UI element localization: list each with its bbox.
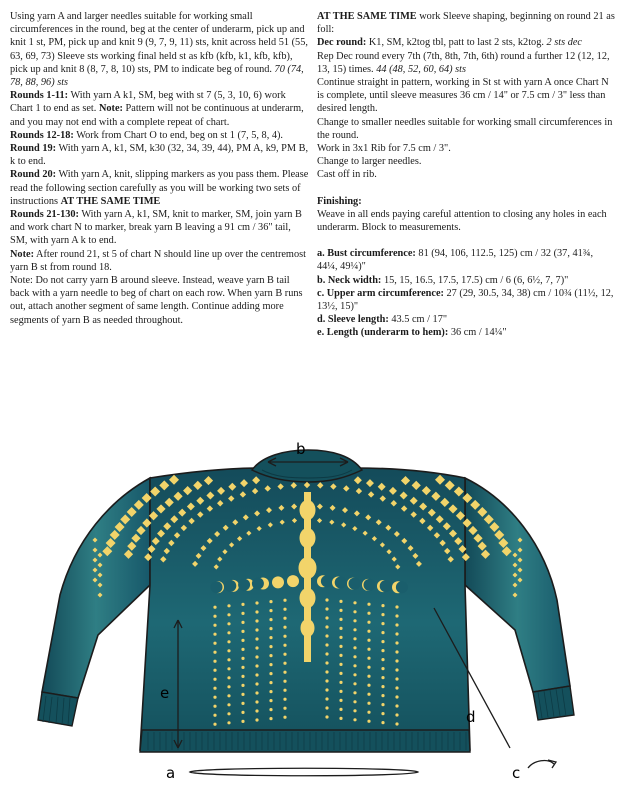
finishing-heading: Finishing: [317,195,362,207]
dot-motif [241,675,244,678]
dot-motif [381,640,384,643]
dot-motif [381,703,384,706]
dot-motif [255,700,258,703]
dot-motif [339,690,342,693]
rounds-21-130: Rounds 21-130: With yarn A, k1, SM, knit to marker, SM, join yarn B and work chart N to marker, break yarn B leaving a 91 cm / 36" tail, SM, with yarn A k to end. [10,209,302,247]
dot-motif [269,618,272,621]
intro-stitch-count: 70 (74, 78, 88, 96) sts [10,63,304,89]
dot-motif [395,623,398,626]
dot-motif [241,684,244,687]
dot-motif [213,642,216,645]
dot-motif [255,709,258,712]
dot-motif [325,679,328,682]
dot-motif [213,705,216,708]
dot-motif [353,700,356,703]
dot-motif [255,610,258,613]
label-a: a [166,764,176,782]
dot-motif [395,695,398,698]
dot-motif [339,681,342,684]
dot-motif [381,721,384,724]
dot-motif [339,717,342,720]
dot-motif [395,686,398,689]
rounds-1-11: Rounds 1-11: With yarn A k1, SM, beg with st 7 (5, 3, 10, 6) work Chart 1 to end as set. Note: Pattern will not be continuous at underarm, and you may not end with a complete repeat of chart. [10,90,304,128]
moon-phase [272,576,284,588]
moon-shadow [396,581,408,593]
dot-motif [241,657,244,660]
dot-motif [241,648,244,651]
dot-motif [255,664,258,667]
dot-motif [367,657,370,660]
dot-motif [213,651,216,654]
intro-paragraph: Using yarn A and larger needles suitable for working small circumferences in the round, beg at the center of underarm, pick up and knit 1 st, PM, pick up and knit 9 (9, 7, 9, 11) sts, knit across held 51 (55, 63, 69, 73) Sleeve sts working final held st as kfb (kfb, k1, kfb, kfb), pick up and knit 8 (8, 7, 8, 10) sts, PM to indicate beg of round. 70 (74, 78, 88, 96) sts [10,11,308,89]
dot-motif [227,694,230,697]
dot-motif [283,671,286,674]
moon-shadow [211,581,223,593]
dot-motif [367,702,370,705]
dot-motif [283,644,286,647]
dot-motif [283,635,286,638]
dot-motif [325,616,328,619]
change-needles-small: Change to smaller needles suitable for working small circumferences in the round. [317,116,613,141]
dot-motif [339,618,342,621]
dot-motif [367,666,370,669]
dot-motif [227,685,230,688]
dot-motif [213,633,216,636]
dot-motif [283,617,286,620]
dot-motif [255,691,258,694]
dot-motif [339,600,342,603]
dot-motif [227,703,230,706]
dot-motif [395,704,398,707]
dot-motif [227,631,230,634]
dot-motif [325,706,328,709]
dot-motif [227,721,230,724]
dot-motif [283,662,286,665]
dot-motif [353,691,356,694]
moon-shadow [238,579,250,591]
moon-shadow [252,578,264,590]
dot-motif [255,682,258,685]
dot-motif [213,606,216,609]
measurement-b: b. Neck width: 15, 15, 16.5, 17.5, 17.5) cm / 6 (6, 6½, 7, 7)" [317,274,569,286]
dot-motif [367,675,370,678]
moon-phase [287,575,299,587]
dot-motif [353,664,356,667]
at-same-time-paragraph: AT THE SAME TIME work Sleeve shaping, beginning on round 21 as foll: [317,11,615,36]
dot-motif [325,661,328,664]
dot-motif [395,605,398,608]
dot-motif [381,685,384,688]
moon-shadow [364,579,376,591]
moon-shadow [380,580,392,592]
moon-shadow [349,578,361,590]
dot-motif [381,667,384,670]
dot-motif [213,615,216,618]
dot-motif [241,621,244,624]
dot-motif [213,687,216,690]
collar [252,450,362,482]
dot-motif [283,698,286,701]
note-yarn-b: Note: Do not carry yarn B around sleeve. Instead, weave yarn B tail back with a yarn needle to beg of chart on each row. When yarn B runs out, attach another segment of same length. Continue adding more segments of yarn B as needed throughout. [10,275,303,326]
dot-motif [269,600,272,603]
dec-round: Dec round: K1, SM, k2tog tbl, patt to last 2 sts, k2tog. 2 sts dec [317,37,582,49]
dot-motif [269,672,272,675]
label-c: c [512,764,521,782]
dot-motif [367,630,370,633]
dot-motif [353,718,356,721]
dot-motif [367,720,370,723]
label-d: d [466,708,476,726]
dot-motif [325,715,328,718]
dot-motif [227,640,230,643]
repeat-dec: Rep Dec round every 7th (7th, 8th, 7th, 6th) round a further 12 (12, 12, 13, 15) times. 44 (48, 52, 60, 64) sts [317,50,610,75]
dot-motif [381,694,384,697]
dot-motif [381,676,384,679]
dot-motif [353,619,356,622]
dot-motif [325,598,328,601]
dot-motif [255,601,258,604]
dot-motif [339,654,342,657]
dot-motif [241,720,244,723]
dot-motif [241,603,244,606]
dot-motif [213,624,216,627]
dot-motif [353,673,356,676]
dot-motif [325,652,328,655]
dot-motif [227,649,230,652]
dot-motif [269,690,272,693]
dot-motif [241,666,244,669]
dot-motif [395,677,398,680]
hem-rib [140,730,470,752]
dot-motif [339,636,342,639]
dot-motif [381,622,384,625]
dot-motif [367,603,370,606]
measurement-e: e. Length (underarm to hem): 36 cm / 14¼" [317,327,507,339]
dot-motif [367,639,370,642]
dot-motif [255,718,258,721]
dot-motif [381,604,384,607]
moon-shadow [335,576,347,588]
dot-motif [353,610,356,613]
dot-motif [269,645,272,648]
measurement-a: a. Bust circumference: 81 (94, 106, 112.5, 125) cm / 32 (37, 41¾, 44¼, 49¼)" [317,248,594,273]
dot-motif [227,658,230,661]
dot-motif [213,723,216,726]
dot-motif [255,637,258,640]
dot-motif [353,709,356,712]
dot-motif [269,708,272,711]
dot-motif [339,708,342,711]
dot-motif [283,689,286,692]
dot-motif [395,659,398,662]
cast-off: Cast off in rib. [317,169,377,181]
dot-motif [395,668,398,671]
dot-motif [325,634,328,637]
dot-motif [283,599,286,602]
dot-motif [213,696,216,699]
dot-motif [213,714,216,717]
dot-motif [255,646,258,649]
dot-motif [353,655,356,658]
right-column [317,10,615,340]
dot-motif [367,648,370,651]
dot-motif [395,614,398,617]
dot-motif [325,697,328,700]
dot-motif [241,711,244,714]
dot-motif [255,655,258,658]
dot-motif [269,654,272,657]
sweater-schematic [0,430,620,799]
dot-motif [255,628,258,631]
dot-motif [269,627,272,630]
dot-motif [381,658,384,661]
dot-motif [269,663,272,666]
dot-motif [381,631,384,634]
measurement-c: c. Upper arm circumference: 27 (29, 30.5, 34, 38) cm / 10¾ (11½, 12, 13½, 15)" [317,287,614,313]
dot-motif [395,632,398,635]
dot-motif [241,630,244,633]
dot-motif [325,625,328,628]
dot-motif [367,711,370,714]
dot-motif [227,676,230,679]
dot-motif [395,722,398,725]
label-b: b [296,440,306,458]
dot-motif [325,688,328,691]
dot-motif [339,645,342,648]
dot-motif [269,636,272,639]
dot-motif [283,608,286,611]
finishing-text: Weave in all ends paying careful attention to closing any holes in each underarm. Block to measurements. [317,208,607,234]
dot-motif [381,649,384,652]
dot-motif [353,646,356,649]
dot-motif [241,612,244,615]
dot-motif [367,693,370,696]
rounds-12-18: Rounds 12-18: Work from Chart O to end, beg on st 1 (7, 5, 8, 4). [10,129,283,141]
continue-straight: Continue straight in pattern, working in St st with yarn A once Chart N is complete, until sleeve measures 36 cm / 14" or 7.5 cm / 3" less than desired length. [317,77,609,115]
dot-motif [213,669,216,672]
dot-motif [269,609,272,612]
measurement-d: d. Sleeve length: 43.5 cm / 17" [317,314,448,326]
dot-motif [283,626,286,629]
dot-motif [353,637,356,640]
dot-motif [325,670,328,673]
dot-motif [339,699,342,702]
dot-motif [241,693,244,696]
dot-motif [255,673,258,676]
dot-motif [227,613,230,616]
dot-motif [241,639,244,642]
dot-motif [213,660,216,663]
dot-motif [339,609,342,612]
dot-motif [241,702,244,705]
label-e: e [160,684,170,702]
dot-motif [227,712,230,715]
dot-motif [283,680,286,683]
dot-motif [269,681,272,684]
dot-motif [395,650,398,653]
dot-motif [255,619,258,622]
moon-shadow [224,580,236,592]
dot-motif [227,622,230,625]
dot-motif [269,717,272,720]
round-19: Round 19: With yarn A, k1, SM, k30 (32, 34, 39, 44), PM A, k9, PM B, k to end. [10,143,309,168]
dot-motif [227,604,230,607]
round-20: Round 20: With yarn A, knit, slipping markers as you pass them. Please read the following section carefully as you will be working two sets of instructions AT THE SAME TIME [10,169,309,207]
note-chart-alignment: Note: After round 21, st 5 of chart N should line up over the centremost yarn B st from round 18. [10,248,306,273]
dot-motif [395,641,398,644]
rib-instruction: Work in 3x1 Rib for 7.5 cm / 3". [317,143,451,155]
dot-motif [339,663,342,666]
dot-motif [367,684,370,687]
dot-motif [227,667,230,670]
dot-motif [339,627,342,630]
dot-motif [353,682,356,685]
dot-motif [367,612,370,615]
left-column [10,10,310,327]
dot-motif [325,643,328,646]
dot-motif [283,716,286,719]
dot-motif [353,601,356,604]
dot-motif [367,621,370,624]
dot-motif [381,613,384,616]
dot-motif [325,607,328,610]
dot-motif [381,712,384,715]
dot-motif [283,653,286,656]
dot-motif [395,713,398,716]
dot-motif [269,699,272,702]
moon-shadow [321,575,333,587]
dot-motif [339,672,342,675]
dot-motif [353,628,356,631]
change-needles-large: Change to larger needles. [317,156,422,168]
dot-motif [213,678,216,681]
dot-motif [283,707,286,710]
